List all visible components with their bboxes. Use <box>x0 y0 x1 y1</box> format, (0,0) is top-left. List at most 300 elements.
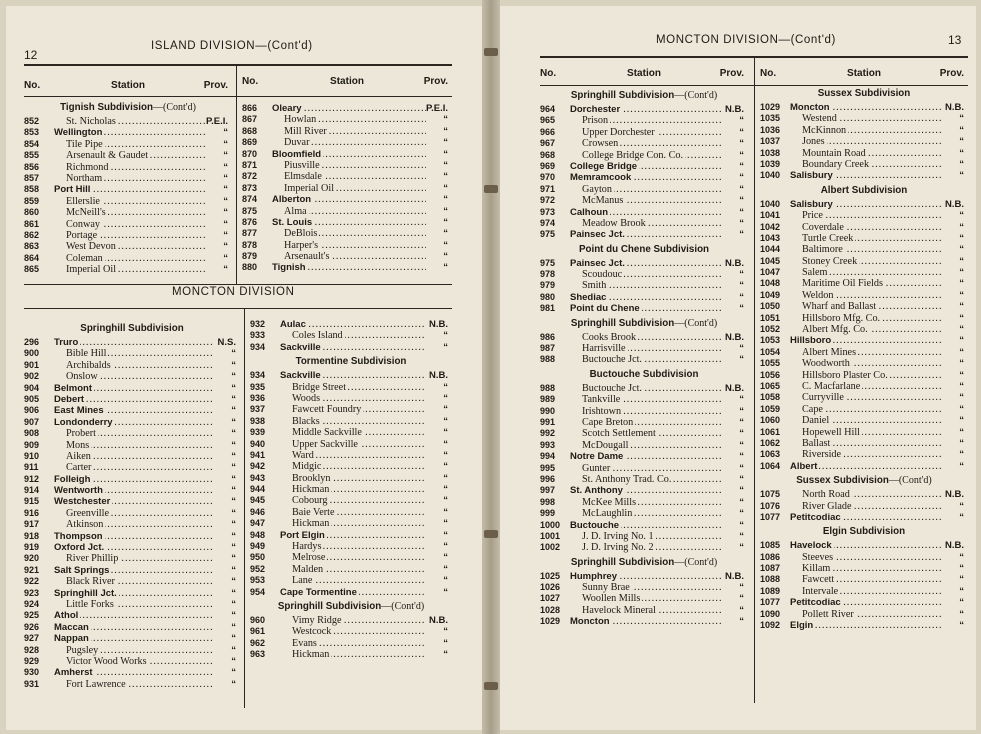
station-name: Aiken <box>54 451 93 462</box>
subdivision-heading: Springhill Subdivision—(Cont'd) <box>570 556 718 568</box>
station-name: Daniel <box>790 415 831 426</box>
station-number: 911 <box>24 462 39 473</box>
station-name: Coleman <box>54 253 105 264</box>
province: “ <box>223 218 228 230</box>
station-name: DeBlois <box>272 228 319 239</box>
province: “ <box>959 210 964 222</box>
station-row <box>24 371 240 382</box>
station-number: 925 <box>24 610 40 621</box>
station-row <box>242 206 452 217</box>
station-number: 999 <box>540 508 556 519</box>
station-row <box>242 251 452 262</box>
station-name: Conway <box>54 219 102 230</box>
station-row <box>540 406 748 417</box>
station-row <box>250 342 452 353</box>
station-name: Londonderry <box>54 416 113 428</box>
province: “ <box>231 564 236 576</box>
station-name: Portage <box>54 230 99 241</box>
station-number: 934 <box>250 341 266 352</box>
station-name: Victor Wood Works <box>54 656 149 667</box>
station-number: 1086 <box>760 551 781 562</box>
station-row <box>242 194 452 205</box>
province: “ <box>959 324 964 336</box>
station-number: 936 <box>250 392 266 403</box>
station-row <box>540 172 748 183</box>
province: N.B. <box>945 198 964 210</box>
province: “ <box>443 541 448 553</box>
station-name: Ward <box>280 450 316 461</box>
station-number: 993 <box>540 439 556 450</box>
station-name: Ballast <box>790 438 832 449</box>
province: “ <box>443 194 448 206</box>
province: “ <box>739 405 744 417</box>
station-number: 927 <box>24 633 40 644</box>
station-row <box>24 667 240 678</box>
column <box>24 320 240 690</box>
station-number: 1038 <box>760 147 781 158</box>
station-row <box>250 393 452 404</box>
station-number: 988 <box>540 354 556 365</box>
station-row <box>760 427 968 438</box>
station-name: Howlan <box>272 114 318 125</box>
station-row <box>24 230 232 241</box>
station-row <box>250 450 452 461</box>
station-row <box>250 649 452 660</box>
station-row <box>760 335 968 346</box>
station-number: 1052 <box>760 324 781 335</box>
station-number: 855 <box>24 150 40 161</box>
station-number: 966 <box>540 126 556 137</box>
station-name: Folleigh <box>54 473 91 485</box>
station-row <box>242 114 452 125</box>
province: “ <box>959 380 964 392</box>
province: “ <box>739 354 744 366</box>
province: “ <box>739 183 744 195</box>
station-row <box>242 183 452 194</box>
station-row <box>250 404 452 415</box>
station-name: Notre Dame <box>570 451 624 463</box>
station-number: 922 <box>24 576 40 587</box>
station-number: 945 <box>250 495 266 506</box>
province: “ <box>739 428 744 440</box>
province: “ <box>443 637 448 649</box>
station-number: 986 <box>540 331 556 342</box>
staple <box>484 48 498 56</box>
station-row <box>250 319 452 330</box>
province: “ <box>231 655 236 667</box>
province: “ <box>231 485 236 497</box>
station-row <box>760 324 968 335</box>
province: “ <box>739 496 744 508</box>
station-number: 1089 <box>760 585 781 596</box>
province: “ <box>959 278 964 290</box>
province: “ <box>223 241 228 253</box>
station-row <box>24 219 232 230</box>
station-row <box>242 160 452 171</box>
station-row <box>540 531 748 542</box>
station-name: Irishtown <box>570 406 623 417</box>
station-name: Scotch Settlement <box>570 428 658 439</box>
station-name: Mill River <box>272 126 329 137</box>
province: “ <box>443 586 448 598</box>
station-number: 1041 <box>760 210 781 221</box>
page-header: MONCTON DIVISION—(Cont'd) <box>656 34 836 46</box>
province: “ <box>739 451 744 463</box>
station-number: 962 <box>250 637 266 648</box>
station-name: Hickman <box>280 518 331 529</box>
province: “ <box>443 529 448 541</box>
station-row <box>250 615 452 626</box>
province: “ <box>223 138 228 150</box>
station-row <box>24 139 232 150</box>
station-name: Truro <box>54 337 79 348</box>
station-row <box>760 540 968 551</box>
province: “ <box>443 404 448 416</box>
province: “ <box>223 264 228 276</box>
station-number: 1058 <box>760 392 781 403</box>
station-number: 946 <box>250 506 266 517</box>
station-row <box>24 451 240 462</box>
station-name: Westend <box>790 113 839 124</box>
station-number: 987 <box>540 343 556 354</box>
province: “ <box>231 621 236 633</box>
station-row <box>24 531 240 542</box>
province: “ <box>223 184 228 196</box>
station-name: Elmsdale <box>272 171 324 182</box>
province: “ <box>231 678 236 690</box>
station-name: Fawcett <box>790 574 836 585</box>
province: “ <box>443 148 448 160</box>
station-row <box>540 497 748 508</box>
column-divider <box>236 66 237 284</box>
station-number: 943 <box>250 472 266 483</box>
station-name: Pollett River <box>790 609 856 620</box>
station-name: Harrisville <box>570 343 628 354</box>
province: “ <box>443 228 448 240</box>
station-name: McKinnon <box>790 125 848 136</box>
station-name: Buctouche Jct. <box>570 354 644 365</box>
province: “ <box>443 552 448 564</box>
station-name: Maritime Oil Fields <box>790 278 885 289</box>
station-number: 1085 <box>760 540 781 551</box>
station-number: 931 <box>24 678 40 689</box>
station-row <box>24 645 240 656</box>
station-name: Moncton <box>790 102 830 113</box>
station-row <box>250 575 452 586</box>
station-row <box>760 489 968 500</box>
station-name: Alma <box>272 206 309 217</box>
station-name: Buctouche Jct. <box>570 383 644 394</box>
station-number: 1053 <box>760 335 781 346</box>
province: “ <box>959 369 964 381</box>
station-name: Duvar <box>272 137 311 148</box>
station-number: 1047 <box>760 267 781 278</box>
station-name: Westchester <box>54 496 111 508</box>
province: “ <box>231 382 236 394</box>
station-name: Salisbury <box>790 198 833 210</box>
station-row <box>760 313 968 324</box>
station-row <box>250 495 452 506</box>
station-row <box>540 207 748 218</box>
station-number: 995 <box>540 462 556 473</box>
province: “ <box>231 530 236 542</box>
station-name: Arsenault's <box>272 251 331 262</box>
station-row <box>250 382 452 393</box>
province: “ <box>443 626 448 638</box>
column-header: No. Station Prov. <box>242 76 448 87</box>
province: “ <box>231 519 236 531</box>
station-row <box>250 626 452 637</box>
province: “ <box>739 519 744 531</box>
station-name: St. Anthony Trad. Co. <box>570 474 673 485</box>
station-number: 915 <box>24 496 40 507</box>
station-number: 969 <box>540 160 556 171</box>
station-row <box>760 501 968 512</box>
station-name: Killam <box>790 563 832 574</box>
station-row <box>540 394 748 405</box>
station-row <box>760 148 968 159</box>
station-name: East Mines <box>54 405 104 417</box>
station-name: Harper's <box>272 240 320 251</box>
station-name: Probert <box>54 428 98 439</box>
station-name: Salt Springs <box>54 564 110 576</box>
province: “ <box>739 303 744 315</box>
station-name: West Devon <box>54 241 118 252</box>
station-name: Sackville <box>280 341 321 353</box>
station-row <box>24 588 240 599</box>
station-name: Pugsley <box>54 645 100 656</box>
province: “ <box>739 149 744 161</box>
station-name: Fort Lawrence <box>54 679 128 690</box>
station-row <box>24 241 232 252</box>
station-row <box>242 103 452 114</box>
station-row <box>540 417 748 428</box>
station-row <box>760 159 968 170</box>
station-name: Oxford Jct. <box>54 542 105 554</box>
station-number: 992 <box>540 428 556 439</box>
station-number: 989 <box>540 394 556 405</box>
station-name: Baie Verte <box>280 507 337 518</box>
station-row <box>24 553 240 564</box>
province: “ <box>443 495 448 507</box>
province: “ <box>443 114 448 126</box>
station-number: 861 <box>24 218 40 229</box>
province: “ <box>231 496 236 508</box>
station-name: Calhoun <box>570 206 608 218</box>
station-name: McKee Mills <box>570 497 638 508</box>
province: “ <box>739 343 744 355</box>
station-row <box>540 485 748 496</box>
province: “ <box>443 216 448 228</box>
staple <box>484 530 498 538</box>
province: “ <box>443 427 448 439</box>
station-number: 1059 <box>760 403 781 414</box>
station-number: 928 <box>24 644 40 655</box>
subdivision-heading: Sussex Subdivision—(Cont'd) <box>796 475 932 487</box>
station-name: Brooklyn <box>280 473 333 484</box>
station-name: Fawcett Foundry <box>280 404 363 415</box>
station-number: 965 <box>540 115 556 126</box>
station-name: Bible Hill <box>54 348 108 359</box>
station-number: 852 <box>24 116 40 126</box>
province: N.B. <box>945 489 964 501</box>
station-name: Hickman <box>280 649 331 660</box>
province: “ <box>959 221 964 233</box>
province: “ <box>959 608 964 620</box>
province: “ <box>443 330 448 342</box>
station-row <box>540 605 748 616</box>
province: N.B. <box>725 570 744 582</box>
station-row <box>24 679 240 690</box>
station-number: 953 <box>250 575 266 586</box>
province: “ <box>223 150 228 162</box>
station-number: 980 <box>540 291 556 302</box>
station-name: Bloomfield <box>272 148 322 160</box>
station-name: Carter <box>54 462 93 473</box>
station-number: 1092 <box>760 620 781 631</box>
province: “ <box>231 507 236 519</box>
station-number: 905 <box>24 393 40 404</box>
station-row <box>24 348 240 359</box>
station-name: Cobourg <box>280 495 329 506</box>
station-row <box>24 417 240 428</box>
province: “ <box>231 633 236 645</box>
station-number: 1054 <box>760 346 781 357</box>
station-row <box>540 184 748 195</box>
station-number: 914 <box>24 485 40 496</box>
province: N.B. <box>725 257 744 269</box>
station-row <box>540 616 748 627</box>
province: “ <box>443 392 448 404</box>
station-name: Bridge Street <box>280 382 348 393</box>
staple <box>484 682 498 690</box>
station-row <box>24 440 240 451</box>
station-name: Baltimore <box>790 244 845 255</box>
station-name: River Phillip <box>54 553 120 564</box>
station-number: 920 <box>24 553 40 564</box>
station-name: Meadow Brook <box>570 218 648 229</box>
province: “ <box>231 576 236 588</box>
station-name: Crowsen <box>570 138 620 149</box>
station-name: C. Macfarlane <box>790 381 862 392</box>
column-header: No. Station Prov. <box>24 80 228 91</box>
book-gutter <box>482 0 500 734</box>
province: “ <box>959 158 964 170</box>
column-header: No. Station Prov. <box>540 68 744 79</box>
station-number: 1048 <box>760 278 781 289</box>
station-name: Midgic <box>280 461 323 472</box>
station-number: 878 <box>242 239 258 250</box>
station-row <box>242 228 452 239</box>
station-row <box>760 563 968 574</box>
province: “ <box>959 449 964 461</box>
station-name: Richmond <box>54 162 110 173</box>
column-divider <box>244 308 245 708</box>
station-name: Havelock <box>790 540 832 552</box>
station-number: 900 <box>24 348 40 359</box>
station-number: 1055 <box>760 358 781 369</box>
station-name: Upper Sackville <box>280 439 360 450</box>
station-number: 866 <box>242 103 258 113</box>
province: “ <box>739 138 744 150</box>
station-name: Steeves <box>790 552 835 563</box>
province: “ <box>231 428 236 440</box>
column <box>540 68 748 628</box>
station-name: Hillsboro Plaster Co. <box>790 370 890 381</box>
station-name: Woods <box>280 393 322 404</box>
station-name: Tankville <box>570 394 622 405</box>
station-number: 919 <box>24 542 40 553</box>
province: “ <box>959 255 964 267</box>
station-number: 935 <box>250 381 266 392</box>
station-number: 880 <box>242 262 258 273</box>
province: “ <box>443 137 448 149</box>
station-number: 875 <box>242 205 258 216</box>
station-number: 872 <box>242 171 258 182</box>
station-name: Scoudouc <box>570 269 624 280</box>
station-number: 971 <box>540 183 556 194</box>
province: “ <box>739 508 744 520</box>
province: “ <box>231 450 236 462</box>
station-row <box>540 218 748 229</box>
province: “ <box>443 575 448 587</box>
station-name: Memramcook <box>570 172 632 184</box>
station-number: 1056 <box>760 369 781 380</box>
station-row <box>24 394 240 405</box>
station-number: 975 <box>540 229 556 240</box>
station-name: Hillsboro <box>790 335 832 347</box>
province: “ <box>959 170 964 182</box>
station-row <box>760 358 968 369</box>
station-number: 877 <box>242 228 258 239</box>
province: “ <box>231 393 236 405</box>
station-name: Amherst <box>54 667 93 679</box>
station-row <box>540 474 748 485</box>
station-row <box>250 370 452 381</box>
station-number: 979 <box>540 280 556 291</box>
station-number: 923 <box>24 587 40 598</box>
station-number: 954 <box>250 586 266 597</box>
province: “ <box>739 582 744 594</box>
province: “ <box>223 172 228 184</box>
station-row <box>250 541 452 552</box>
station-row <box>24 462 240 473</box>
station-row <box>760 392 968 403</box>
station-row <box>760 267 968 278</box>
station-row <box>540 582 748 593</box>
station-number: 902 <box>24 371 40 382</box>
station-number: 1029 <box>540 616 561 627</box>
station-row <box>250 638 452 649</box>
page-number: 13 <box>948 33 962 47</box>
station-number: 924 <box>24 598 40 609</box>
station-number: 867 <box>242 114 258 125</box>
station-row <box>24 633 240 644</box>
province: “ <box>959 301 964 313</box>
station-row <box>760 415 968 426</box>
province: “ <box>739 217 744 229</box>
station-row <box>760 597 968 608</box>
station-number: 968 <box>540 149 556 160</box>
province: “ <box>443 438 448 450</box>
province: “ <box>231 371 236 383</box>
station-name: Imperial Oil <box>272 183 336 194</box>
station-number: 1040 <box>760 198 781 209</box>
station-row <box>250 564 452 575</box>
subdivision-heading: Albert Subdivision <box>820 184 908 196</box>
station-number: 1065 <box>760 380 781 391</box>
province: “ <box>443 182 448 194</box>
